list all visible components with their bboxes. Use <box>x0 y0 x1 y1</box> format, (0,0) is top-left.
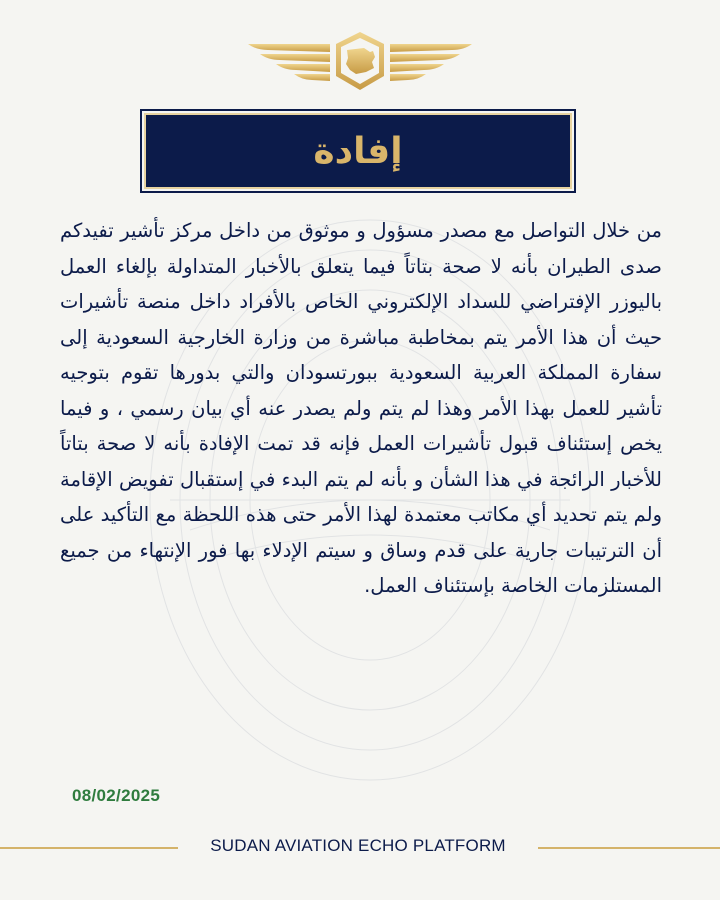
title-banner <box>144 113 572 189</box>
platform-name: SUDAN AVIATION ECHO PLATFORM <box>210 836 506 855</box>
sudan-map-wings-logo-icon <box>246 30 474 94</box>
notice-body: من خلال التواصل مع مصدر مسؤول و موثوق من داخل مركز تأشير تفيدكم صدى الطيران بأنه لا صحة بتاتاً فيما يتعلق بالأخبار المتداولة بإلغاء العمل باليوزر الإفتراضي للسداد الإلكتروني الخاص بالأفراد داخل منصة تأشيرات حيث أن هذا الأمر يتم بمخاطبة مباشرة من وزارة الخارجية السعودية إلى سفارة المملكة العربية السعودية ببورتسودان والتي بدورها تقوم بتوجيه تأشير للعمل بهذا الأمر وهذا لم يتم ولم يصدر عنه أي بيان رسمي ، و فيما يخص إستئناف قبول تأشيرات العمل فإنه قد تمت الإفادة بأنه لا صحة بتاتاً للأخبار الرائجة في هذا الشأن و بأنه لم يتم البدء في إستقبال تفويض الإقامة ولم يتم تحديد أي مكاتب معتمدة لهذا الأمر حتى هذه اللحظة مع التأكيد على أن الترتيبات جارية على قدم وساق و سيتم الإدلاء بها فور الإنتهاء من جميع المستلزمات الخاصة بإستئناف العمل. <box>60 219 662 597</box>
page-title: إفادة <box>313 130 403 172</box>
footer-divider-left <box>0 847 178 849</box>
notice-date: 08/02/2025 <box>72 786 161 805</box>
footer-divider-right <box>538 847 720 849</box>
